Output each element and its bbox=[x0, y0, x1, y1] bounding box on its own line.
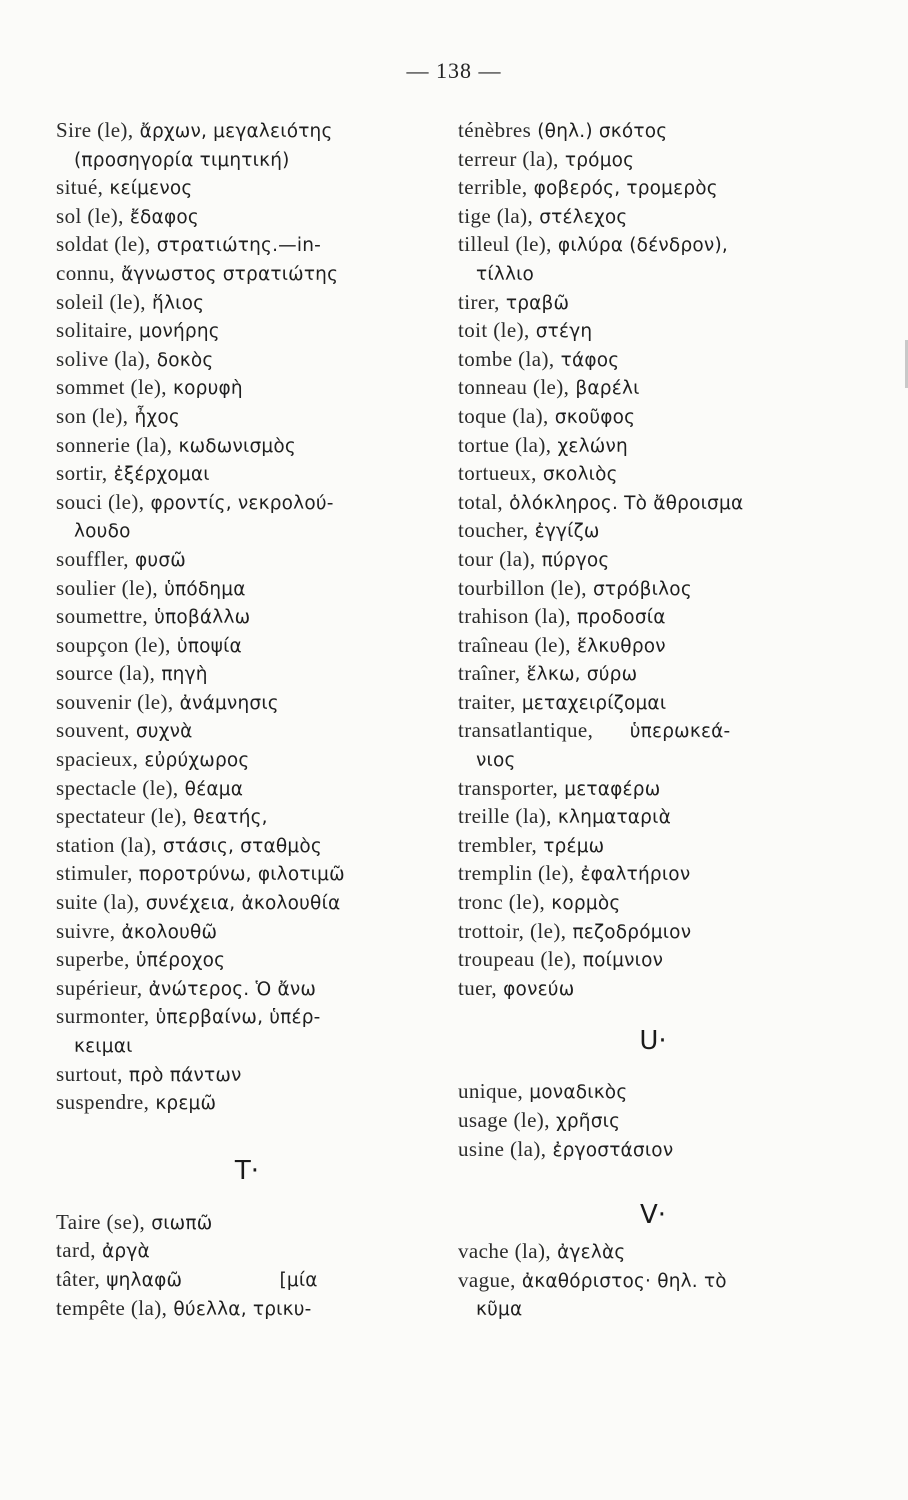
dictionary-entry bbox=[458, 317, 848, 346]
dictionary-entry bbox=[458, 174, 848, 203]
dictionary-entry bbox=[56, 1237, 438, 1266]
dictionary-entry bbox=[458, 860, 848, 889]
entry-headword: terreur (la), bbox=[458, 146, 559, 171]
dictionary-entry bbox=[56, 717, 438, 746]
section-heading-t: T· bbox=[234, 1155, 260, 1186]
entry-headword: ténèbres bbox=[458, 118, 532, 142]
entry-headword: tâter, bbox=[56, 1266, 101, 1291]
entry-headword: tempête (la), bbox=[56, 1295, 168, 1320]
entry-headword: tortueux, bbox=[458, 461, 537, 486]
dictionary-entry bbox=[56, 432, 438, 461]
dictionary-entry bbox=[56, 889, 438, 918]
entry-translation: σκολιὸς bbox=[536, 464, 618, 486]
entry-translation: τραβῶ bbox=[499, 292, 570, 314]
entry-headword: terrible, bbox=[458, 175, 528, 200]
entry-headword: surtout, bbox=[56, 1061, 123, 1086]
entry-headword: Sire (le), bbox=[56, 118, 134, 142]
dictionary-entry bbox=[56, 1061, 438, 1090]
entry-translation: ἀγελὰς bbox=[551, 1242, 626, 1264]
entry-headword: tirer, bbox=[458, 289, 500, 314]
entry-headword: tour (la), bbox=[458, 546, 536, 571]
entry-translation: ὁλόκληρος. Τὸ ἄθροισμα bbox=[502, 492, 744, 514]
entry-headword: transporter, bbox=[458, 775, 559, 800]
dictionary-entry bbox=[56, 1266, 438, 1295]
dictionary-entry bbox=[458, 889, 848, 918]
entry-translation: ἄρχων, μεγαλειότης bbox=[133, 121, 333, 142]
entry-translation: δοκὸς bbox=[150, 349, 214, 371]
entry-translation: ἕλκυθρον bbox=[570, 635, 666, 657]
dictionary-entry bbox=[56, 289, 438, 318]
section-t-entries-left bbox=[56, 1209, 438, 1323]
dictionary-entry bbox=[56, 975, 438, 1004]
dictionary-entry bbox=[56, 117, 438, 146]
entry-headword: vague, bbox=[458, 1267, 516, 1292]
entry-translation: κρεμῶ bbox=[149, 1093, 217, 1115]
entry-headword: tonneau (le), bbox=[458, 375, 570, 400]
dictionary-entry bbox=[56, 660, 438, 689]
entry-translation: τρέμω bbox=[537, 835, 605, 857]
entry-translation: ἄγνωστος στρατιώτης bbox=[114, 263, 339, 285]
entry-translation: ἦχος bbox=[128, 406, 180, 428]
entry-translation: πύργος bbox=[535, 549, 610, 571]
entry-translation: ὑποβάλλω bbox=[148, 607, 251, 629]
entry-translation: ἀκολουθῶ bbox=[115, 921, 218, 943]
dictionary-entry bbox=[56, 775, 438, 804]
entry-translation: ἔδαφος bbox=[123, 206, 199, 228]
entry-translation: τρόμος bbox=[558, 149, 635, 171]
dictionary-entry bbox=[56, 603, 438, 632]
entry-translation: πεζοδρόμιον bbox=[566, 921, 692, 943]
dictionary-entry bbox=[458, 231, 848, 260]
entry-translation: (θηλ.) σκότος bbox=[531, 121, 668, 142]
entry-translation: ἀκαθόριστος· θηλ. τὸ bbox=[515, 1270, 727, 1292]
dictionary-entry-continuation bbox=[458, 746, 848, 775]
entry-translation: ἐφαλτήριον bbox=[574, 864, 691, 886]
dictionary-entry bbox=[458, 546, 848, 575]
entry-translation: ὑπερβαίνω, ὑπέρ- bbox=[149, 1007, 321, 1029]
entry-translation: πρὸ πάντων bbox=[122, 1064, 242, 1086]
entry-headword: sol (le), bbox=[56, 203, 124, 228]
dictionary-entry bbox=[56, 575, 438, 604]
dictionary-entry bbox=[56, 1003, 438, 1032]
entry-translation: κῦμα bbox=[476, 1299, 523, 1321]
dictionary-entry-continuation bbox=[56, 1032, 438, 1061]
dictionary-entry bbox=[56, 460, 438, 489]
entry-headword: souvenir (le), bbox=[56, 689, 174, 714]
entry-headword: sonnerie (la), bbox=[56, 432, 173, 457]
dictionary-entry bbox=[458, 946, 848, 975]
entry-headword: traîneau (le), bbox=[458, 632, 571, 657]
entry-translation: συχνὰ bbox=[129, 721, 193, 743]
entry-translation: κειμαι bbox=[74, 1036, 133, 1057]
entry-translation: ἐργοστάσιον bbox=[546, 1139, 674, 1161]
dictionary-entry bbox=[56, 1295, 438, 1324]
entry-headword: sortir, bbox=[56, 461, 108, 486]
entry-translation: βαρέλι bbox=[569, 378, 640, 400]
entry-translation: ποροτρύνω, φιλοτιμῶ bbox=[132, 864, 345, 886]
entry-translation: τάφος bbox=[554, 349, 620, 371]
entry-headword: treille (la), bbox=[458, 804, 552, 829]
dictionary-entry bbox=[56, 260, 438, 289]
entry-headword: Taire (se), bbox=[56, 1209, 146, 1234]
dictionary-entry bbox=[458, 117, 848, 146]
entry-translation: τίλλιο bbox=[476, 263, 535, 285]
dictionary-entry bbox=[458, 803, 848, 832]
dictionary-entry bbox=[458, 575, 848, 604]
dictionary-entry bbox=[56, 746, 438, 775]
entry-headword: toucher, bbox=[458, 518, 529, 543]
entry-translation: λουδο bbox=[74, 521, 131, 543]
entry-headword: sommet (le), bbox=[56, 375, 167, 400]
entry-translation: ἀνώτερος. Ὁ ἄνω bbox=[142, 978, 317, 1000]
entry-translation: μοναδικὸς bbox=[523, 1082, 628, 1104]
entry-headword: spectateur (le), bbox=[56, 804, 188, 829]
entry-headword: trahison (la), bbox=[458, 604, 571, 629]
dictionary-entry bbox=[56, 317, 438, 346]
entry-translation: κείμενος bbox=[103, 178, 193, 200]
entry-translation: ἥλιος bbox=[145, 292, 205, 314]
entry-translation: ποίμνιον bbox=[576, 950, 664, 972]
dictionary-entry-continuation bbox=[56, 146, 438, 175]
entry-translation: ὑποψία bbox=[170, 635, 242, 657]
entry-translation: στάσις, σταθμὸς bbox=[156, 835, 322, 857]
entry-headword: spacieux, bbox=[56, 747, 139, 772]
dictionary-entry bbox=[458, 403, 848, 432]
dictionary-entry bbox=[458, 717, 848, 746]
entry-headword: toque (la), bbox=[458, 403, 549, 428]
entry-headword: spectacle (le), bbox=[56, 775, 179, 800]
dictionary-entry bbox=[56, 546, 438, 575]
entry-translation: φροντίς, νεκρολού- bbox=[144, 492, 334, 514]
entry-headword: suite (la), bbox=[56, 890, 140, 915]
dictionary-entry bbox=[56, 346, 438, 375]
entry-translation: κορμὸς bbox=[545, 893, 621, 915]
entry-headword: tige (la), bbox=[458, 203, 534, 228]
entry-translation: πηγὴ bbox=[155, 664, 208, 686]
entry-translation: συνέχεια, ἀκολουθία bbox=[139, 893, 341, 915]
dictionary-entry bbox=[458, 1238, 848, 1267]
dictionary-entry bbox=[458, 203, 848, 232]
entry-translation: ἐξέρχομαι bbox=[107, 464, 210, 486]
entry-translation: θεατής, bbox=[187, 807, 268, 829]
entry-translation: σκοῦφος bbox=[548, 406, 636, 428]
page-number: — 138 — bbox=[406, 58, 502, 83]
entry-headword: soumettre, bbox=[56, 604, 149, 629]
entry-headword: connu, bbox=[56, 260, 115, 285]
section-u-entries bbox=[458, 1078, 848, 1164]
dictionary-entry bbox=[458, 432, 848, 461]
dictionary-entry bbox=[458, 689, 848, 718]
entry-translation: θέαμα bbox=[178, 778, 244, 800]
entry-translation: μεταφέρω bbox=[558, 778, 661, 800]
dictionary-entry bbox=[458, 489, 848, 518]
entry-translation: (προσηγορία τιμητική) bbox=[74, 149, 290, 171]
dictionary-entry bbox=[458, 346, 848, 375]
dictionary-entry bbox=[56, 860, 438, 889]
entry-headword: souci (le), bbox=[56, 489, 145, 514]
dictionary-entry bbox=[458, 517, 848, 546]
right-column bbox=[458, 117, 848, 1324]
entry-headword: unique, bbox=[458, 1079, 524, 1104]
entry-headword: usage (le), bbox=[458, 1108, 550, 1132]
entry-translation: στρόβιλος bbox=[586, 578, 692, 600]
entry-headword: situé, bbox=[56, 175, 104, 200]
entry-headword: vache (la), bbox=[458, 1239, 552, 1264]
dictionary-entry bbox=[56, 946, 438, 975]
dictionary-entry bbox=[56, 832, 438, 861]
left-column bbox=[56, 117, 438, 1323]
entry-translation: ψηλαφῶ [μία bbox=[100, 1269, 318, 1291]
entry-translation: φοβερός, τρομερὸς bbox=[527, 178, 718, 200]
entry-translation: ὑπέροχος bbox=[129, 950, 226, 972]
entry-headword: traiter, bbox=[458, 689, 516, 714]
entry-translation: φιλύρα (δένδρον), bbox=[551, 235, 728, 257]
entry-headword: tourbillon (le), bbox=[458, 575, 587, 600]
entry-headword: stimuler, bbox=[56, 861, 133, 886]
entry-headword: station (la), bbox=[56, 832, 157, 857]
entry-headword: supérieur, bbox=[56, 975, 143, 1000]
entry-headword: tilleul (le), bbox=[458, 232, 552, 257]
dictionary-entry bbox=[458, 632, 848, 661]
entry-headword: tremplin (le), bbox=[458, 861, 575, 886]
entry-headword: troupeau (le), bbox=[458, 947, 577, 972]
section-s-entries bbox=[56, 117, 438, 1118]
entry-translation: μεταχειρίζομαι bbox=[515, 692, 667, 714]
dictionary-entry bbox=[56, 918, 438, 947]
entry-headword: surmonter, bbox=[56, 1004, 150, 1029]
entry-translation: κληματαριὰ bbox=[551, 807, 671, 829]
dictionary-entry bbox=[56, 174, 438, 203]
entry-translation: κωδωνισμὸς bbox=[172, 435, 296, 457]
dictionary-entry bbox=[56, 1089, 438, 1118]
entry-headword: suspendre, bbox=[56, 1090, 150, 1115]
entry-translation: ἕλκω, σύρω bbox=[520, 664, 638, 686]
entry-headword: toit (le), bbox=[458, 318, 530, 343]
dictionary-entry bbox=[56, 489, 438, 518]
entry-translation: φυσῶ bbox=[128, 549, 186, 571]
entry-headword: suivre, bbox=[56, 918, 116, 943]
entry-translation: προδοσία bbox=[570, 607, 666, 629]
dictionary-entry bbox=[56, 1209, 438, 1238]
entry-headword: source (la), bbox=[56, 661, 156, 686]
entry-headword: solive (la), bbox=[56, 346, 151, 371]
dictionary-entry bbox=[56, 203, 438, 232]
entry-translation: ἀργὰ bbox=[95, 1241, 150, 1263]
entry-headword: usine (la), bbox=[458, 1136, 547, 1161]
dictionary-entry bbox=[56, 632, 438, 661]
entry-translation: ὑπερωκεά- bbox=[593, 721, 731, 743]
dictionary-entry bbox=[458, 146, 848, 175]
entry-headword: tombe (la), bbox=[458, 346, 555, 371]
dictionary-entry bbox=[458, 1078, 848, 1107]
dictionary-entry bbox=[458, 1267, 848, 1296]
entry-headword: transatlantique, bbox=[458, 718, 594, 743]
entry-translation: ἀνάμνησις bbox=[173, 692, 279, 714]
dictionary-entry bbox=[458, 603, 848, 632]
dictionary-entry bbox=[56, 231, 438, 260]
dictionary-entry bbox=[458, 918, 848, 947]
entry-headword: soulier (le), bbox=[56, 575, 158, 600]
dictionary-entry bbox=[56, 403, 438, 432]
dictionary-entry bbox=[458, 975, 848, 1004]
entry-headword: son (le), bbox=[56, 403, 129, 428]
entry-translation: ἐγγίζω bbox=[528, 521, 600, 543]
dictionary-entry-continuation bbox=[458, 1295, 848, 1324]
entry-translation: νιος bbox=[476, 750, 516, 772]
entry-headword: soupçon (le), bbox=[56, 632, 171, 657]
entry-headword: soleil (le), bbox=[56, 289, 146, 314]
entry-translation: θύελλα, τρικυ- bbox=[167, 1298, 312, 1320]
entry-headword: tuer, bbox=[458, 975, 498, 1000]
dictionary-entry bbox=[458, 289, 848, 318]
section-heading-u: U· bbox=[639, 1026, 667, 1057]
dictionary-entry-continuation bbox=[56, 517, 438, 546]
entry-translation: εὐρύχωρος bbox=[138, 750, 250, 772]
entry-headword: traîner, bbox=[458, 661, 521, 686]
entry-translation: στέλεχος bbox=[533, 206, 628, 228]
dictionary-entry bbox=[458, 1107, 848, 1136]
dictionary-entry bbox=[458, 660, 848, 689]
dictionary-entry bbox=[458, 1136, 848, 1165]
entry-headword: trembler, bbox=[458, 832, 538, 857]
entry-headword: tronc (le), bbox=[458, 890, 546, 915]
entry-translation: χρῆσις bbox=[549, 1111, 621, 1132]
entry-translation: κορυφὴ bbox=[166, 378, 243, 400]
entry-headword: trottoir, (le), bbox=[458, 918, 567, 943]
entry-headword: soldat (le), bbox=[56, 232, 151, 257]
dictionary-entry bbox=[458, 460, 848, 489]
entry-translation: στρατιώτης.—in- bbox=[150, 235, 322, 257]
entry-translation: χελώνη bbox=[551, 435, 628, 457]
entry-translation: σιωπῶ bbox=[145, 1212, 213, 1234]
section-v-entries bbox=[458, 1238, 848, 1324]
dictionary-entry bbox=[56, 374, 438, 403]
dictionary-entry bbox=[458, 775, 848, 804]
dictionary-entry bbox=[56, 689, 438, 718]
dictionary-entry bbox=[56, 803, 438, 832]
entry-headword: solitaire, bbox=[56, 318, 133, 343]
entry-headword: souvent, bbox=[56, 718, 130, 743]
section-heading-v: V· bbox=[639, 1200, 667, 1231]
entry-translation: ὑπόδημα bbox=[158, 578, 246, 600]
entry-headword: tard, bbox=[56, 1238, 96, 1263]
section-t-entries-right bbox=[458, 117, 848, 1003]
entry-headword: total, bbox=[458, 489, 503, 514]
entry-translation: φονεύω bbox=[497, 978, 575, 1000]
dictionary-entry bbox=[458, 374, 848, 403]
entry-headword: superbe, bbox=[56, 947, 130, 972]
entry-translation: στέγη bbox=[529, 321, 593, 343]
entry-translation: μονήρης bbox=[132, 321, 220, 343]
dictionary-entry bbox=[458, 832, 848, 861]
entry-headword: tortue (la), bbox=[458, 432, 552, 457]
entry-headword: souffler, bbox=[56, 546, 129, 571]
dictionary-entry-continuation bbox=[458, 260, 848, 289]
